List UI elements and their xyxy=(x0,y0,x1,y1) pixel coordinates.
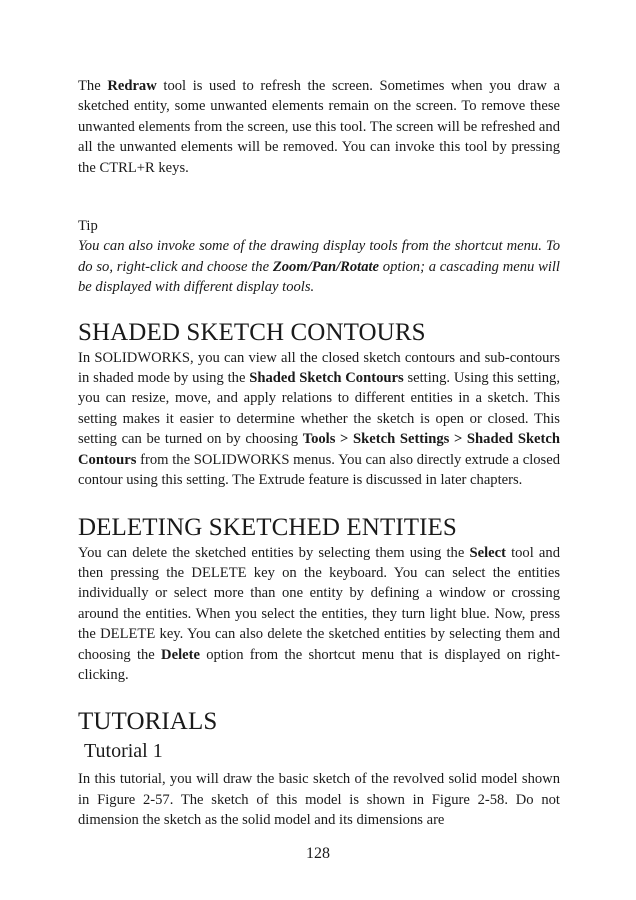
redraw-text-2: tool is used to refresh the screen. Sometimes when you draw a sketched entity, some unwanted elements remain on the screen. To remove these unwanted elements from the screen, use this tool. The screen will be refreshed and all the unwanted elements will be removed. You can invoke this tool by pressing the CTRL+R keys. xyxy=(78,78,560,176)
tip-paragraph xyxy=(78,236,560,297)
tip-text-1: You can also invoke some of the drawing display tools from the shortcut menu. To do so, right-click and choose the xyxy=(78,238,560,275)
deleting-select-tool: Select xyxy=(469,544,506,561)
deleting-text-1: You can delete the sketched entities by selecting them using the xyxy=(78,544,470,561)
deleting-heading: DELETING SKETCHED ENTITIES xyxy=(78,513,457,541)
page-number: 128 xyxy=(306,845,330,862)
redraw-paragraph xyxy=(78,76,560,178)
shaded-text-1: In SOLIDWORKS, you can view all the closed sketch contours and sub-contours in shaded mode by using the xyxy=(78,349,560,387)
deleting-delete-option: Delete xyxy=(161,646,200,663)
tip-option-name: Zoom/Pan/Rotate xyxy=(272,258,380,275)
tip-text-2: option; a cascading menu will be displayed with different display tools. xyxy=(78,258,560,296)
tutorials-heading: TUTORIALS xyxy=(78,708,218,736)
shaded-text-3: from the SOLIDWORKS menus. You can also directly extrude a closed contour using this setting. The Extrude feature is discussed in later chapters. xyxy=(78,451,560,489)
shaded-heading: SHADED SKETCH CONTOURS xyxy=(78,318,426,346)
redraw-tool-name: Redraw xyxy=(107,78,157,94)
shaded-paragraph xyxy=(78,348,560,491)
redraw-text-1: The xyxy=(78,78,108,94)
deleting-text-3: option from the shortcut menu that is displayed on right-clicking. xyxy=(78,646,560,683)
tutorial-1-heading: Tutorial 1 xyxy=(84,740,163,763)
shaded-text-2: setting. Using this setting, you can resize, move, and apply relations to different entities in a sketch. This setting makes it easier to determine whether the sketch is open or closed. This setting can be turned on by choosing xyxy=(78,370,560,448)
deleting-text-2: tool and then pressing the DELETE key on the keyboard. You can select the entities individually or select more than one entity by defining a window or crossing around the entities. When you select the entities, they turn light blue. Now, press the DELETE key. You can also delete the sketched entities by selecting them and choosing the xyxy=(78,544,560,663)
page-content xyxy=(78,76,560,831)
shaded-setting-name: Shaded Sketch Contours xyxy=(249,370,404,387)
shaded-menu-path: Tools > Sketch Settings > Shaded Sketch Contours xyxy=(78,431,560,468)
tip-label: Tip xyxy=(78,218,98,235)
deleting-paragraph xyxy=(78,543,560,686)
tutorial-1-paragraph: In this tutorial, you will draw the basic sketch of the revolved solid model shown in Figure 2-57. The sketch of this model is shown in Figure 2-58. Do not dimension the sketch as the solid model and its dimensions are xyxy=(78,771,560,829)
